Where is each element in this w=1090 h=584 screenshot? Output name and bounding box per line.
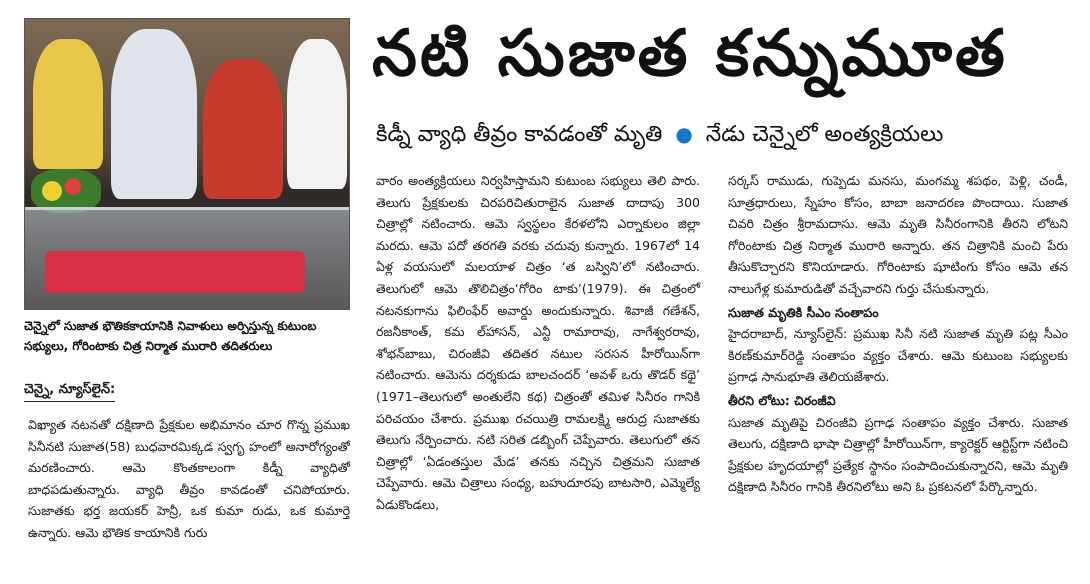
subheadline xyxy=(376,118,1076,151)
article-column-3 xyxy=(728,170,1068,498)
article-column-1 xyxy=(28,414,350,544)
news-photo xyxy=(24,18,350,310)
article-paragraph: హైదరాబాద్, న్యూస్‌లైన్: ప్రముఖ సినీ నటి సుజాత మృతి పట్ల సీఎం కిరణ్‌కుమార్‌రెడ్డి సంతాపం వ్యక్తం చేశారు. ఆమె కుటుంబ సభ్యులకు ప్రగాఢ సానుభూతి తెలియజేశారు. xyxy=(728,326,1068,385)
subhead-part2: నేడు చెన్నైలో అంత్యక్రియలు xyxy=(705,122,944,147)
article-paragraph: విఖ్యాత నటనతో దక్షిణాది ప్రేక్షకుల అభిమానం చూర గొన్న ప్రముఖ సినీనటి సుజాత(58) బుధవారమిక్కడ స్వగృ హంలో అనారోగ్యంతో మరణించారు. ఆమె కొంతకాలంగా కిడ్నీ వ్యాధితో బాధపడుతున్నారు. వ్యాధి తీవ్రం కావడంతో చనిపోయారు. సుజాతకు భర్త జయకర్ హెన్రీ, ఒక కుమా రుడు, ఒక కుమార్తె ఉన్నారు. ఆమె భౌతిక కాయానికి గురు xyxy=(28,417,350,540)
bullet-dot-icon: ● xyxy=(675,122,693,146)
headline: నటి సుజాత కన్నుమూత xyxy=(372,17,1008,91)
sub-heading: తీరని లోటు: చిరంజీవి xyxy=(728,392,836,408)
dateline: చెన్నై, న్యూస్‌లైన్: xyxy=(24,382,115,402)
photo-caption: చెన్నైలో సుజాత భౌతికకాయానికి నివాళులు అర్పిస్తున్న కుటుంబ సభ్యులు, గోరింటాకు చిత్ర నిర్మాత మురారి తదితరులు xyxy=(24,319,317,353)
article-paragraph: వారం అంత్యక్రియలు నిర్వహిస్తామని కుటుంబ సభ్యులు తెలి పారు. తెలుగు ప్రేక్షకులకు చిరపరిచితురాలైన సుజాత దాదాపు 300 చిత్రాల్లో నటించారు. ఆమె స్వస్థలం కేరళలోని ఎర్నాకులం జిల్లా మరదు. ఆమె పదో తరగతి వరకు చదువు కున్నారు. 1967లో 14 ఏళ్ల వయసులో మలయాళ చిత్రం ‘త బస్విని’లో నటించారు. తెలుగులో ఆమె తొలిచిత్రం‘గోరిం టాకు’(1979). ఈ చిత్రంలో నటనకుగాను ఫిలింఫేర్ అవార్డు అందుకున్నారు. శివాజీ గణేశన్, రజనీకాంత్, కమ ల్‌హాసన్, ఎన్టీ రామారావు, నాగేశ్వరరావు, శోభన్‌బాబు, చిరంజీవి తదితర నటుల సరసన హీరోయిన్‌గా నటించారు. ఆమెను దర్శకుడు బాలచందర్ ‘అవళ్ ఒరు తొడర్ కథై’ (1971–తెలుగులో అంతులేని కథ) చిత్రంతో తమిళ సినీరం గానికి పరిచయం చేశారు. ప్రముఖ రచయిత్రి రామలక్ష్మి ఆరుద్ర సుజాతకు తెలుగు నేర్పించారు. నటి సరిత డబ్బింగ్ చెప్పేవారు. తెలుగులో తన చిత్రాల్లో ‘ఏడంతస్తుల మేడ’ తనకు నచ్చిన చిత్రమని సుజాత చెప్పేవారు. ఆమె చిత్రాలు సంధ్య, బహుదూరపు బాటసారి, ఎమ్మెల్యే ఏడుకొండలు, xyxy=(376,173,700,512)
article-paragraph: సుజాత మృతిపై చిరంజీవి ప్రగాఢ సంతాపం వ్యక్తం చేశారు. సుజాత తెలుగు, దక్షిణాది భాషా చిత్రాల్లో హీరోయిన్‌గా, క్యారెక్టర్ ఆర్టిస్ట్‌గా నటించి ప్రేక్షకుల హృదయాల్లో ప్రత్యేక స్థానం సంపాదించుకున్నారని, ఆమె మృతి దక్షిణాది సినీరం గానికి తీరనిలోటు అని ఓ ప్రకటనలో పేర్కొన్నారు. xyxy=(728,414,1068,495)
subhead-part1: కిడ్నీ వ్యాధి తీవ్రం కావడంతో మృతి xyxy=(376,122,663,147)
article-column-2 xyxy=(376,170,700,516)
sub-heading: సుజాత మృతికి సీఎం సంతాపం xyxy=(728,304,879,320)
article-paragraph: సర్కస్ రాముడు, గుప్పెడు మనసు, మంగమ్మ శపథం, పెళ్లి, చండీ, సూత్రధారులు, స్నేహం కోసం, బాబా జనాదరణ పొందాయి. సుజాత చివరి చిత్రం శ్రీరామదాసు. ఆమె మృతి సినీరంగానికి తీరని లోటని గోరింటాకు చిత్ర నిర్మాత మురారి అన్నారు. తన చిత్రానికి మంచి పేరు తీసుకొచ్చారని కొనియాడారు. గోరింటాకు షూటింగు కోసం ఆమె తన నాలుగేళ్ల కుమారుడితో వచ్చేవారని గుర్తు చేసుకున్నారు. xyxy=(728,173,1068,296)
red-cloth xyxy=(45,251,305,293)
